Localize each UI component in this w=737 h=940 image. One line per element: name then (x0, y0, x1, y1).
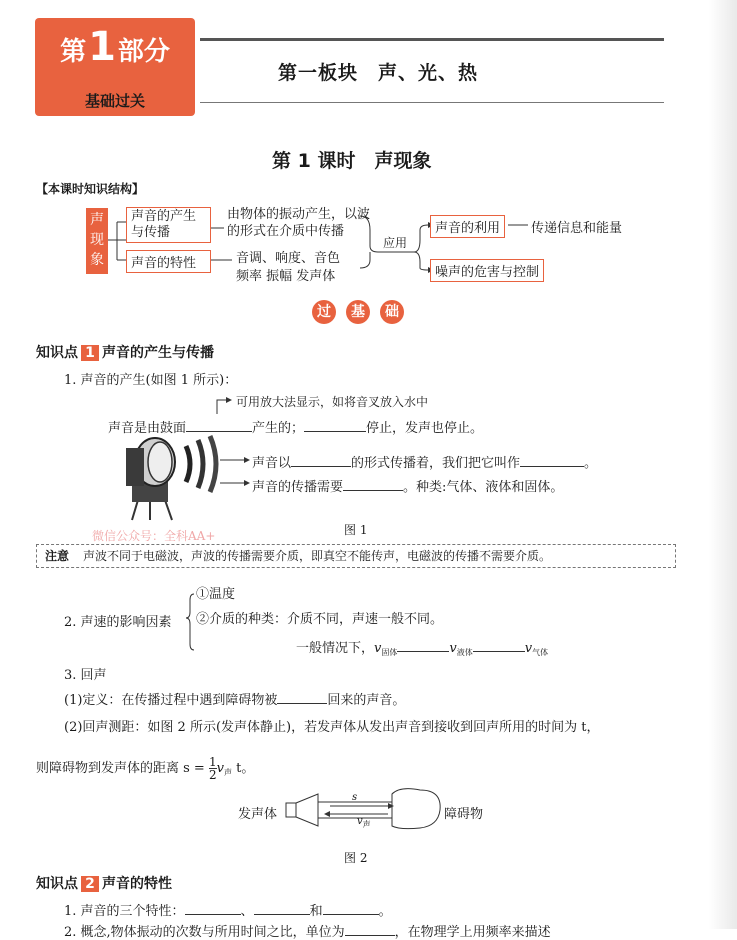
kp1-item2-compare: 一般情况下，$v_{固体}$ $v_{液体}$ $v_{气体}$ (296, 637, 548, 658)
fraction: $\frac{1}{2}$ (208, 755, 217, 782)
blank (397, 637, 449, 652)
section-title: 过 基 础 (312, 300, 414, 324)
blank (186, 417, 252, 432)
fig2-speed-label: $v_声$ (357, 816, 371, 829)
kp1-line-b: 声音以 的形式传播着，我们把它叫作 。 (252, 452, 597, 471)
blank (323, 900, 379, 915)
blank (343, 476, 403, 491)
mindmap-node-use: 声音的利用 (430, 215, 505, 238)
mindmap-node-production-desc: 由物体的振动产生，以波 的形式在介质中传播 (227, 207, 371, 239)
blank (304, 417, 366, 432)
fig2-source-label: 发声体 (238, 807, 278, 822)
blank (520, 452, 584, 467)
mindmap-root: 声 现 象 (86, 208, 108, 274)
mindmap-node-properties-desc: 音调、响度、音色 频率 振幅 发声体 (236, 251, 341, 284)
blank (473, 637, 525, 652)
watermark: 微信公众号：全科AA+ (92, 529, 216, 543)
kp1-heading: 知识点 1 声音的产生与传播 (36, 345, 214, 361)
kp1-item3-definition: (1)定义：在传播过程中遇到障碍物被 回来的声音。 (64, 689, 405, 708)
kp1-item1: 1. 声音的产生(如图 1 所示)： (64, 373, 238, 388)
blank (291, 452, 351, 467)
note-box: 注意 声波不同于电磁波，声波的传播需要介质，即真空不能传声，电磁波的传播不需要介质。 (36, 544, 676, 568)
drum-figure (126, 436, 216, 520)
blank (254, 900, 310, 915)
fig2-obstacle-label: 障碍物 (444, 807, 484, 822)
structure-label: 【本课时知识结构】 (36, 182, 145, 196)
kp1-item2-label: 2. 声速的影响因素 (64, 615, 172, 630)
figure-2-caption: 图 2 (344, 851, 368, 865)
figure-1-caption: 图 1 (344, 523, 368, 537)
kp1-item3-formula: 则障碍物到发声体的距离 s = $\frac{1}{2}$ $v_声$ t。 (36, 755, 255, 782)
kp1-line-a: 声音是由鼓面 产生的； 停止，发声也停止。 (108, 417, 483, 436)
fig2-distance-label: s (352, 792, 358, 803)
kp1-item3: 3. 回声 (64, 668, 107, 683)
part-badge-subtitle: 基础过关 (84, 92, 145, 110)
kp1-item2-temp: ①温度 (196, 587, 236, 602)
kp1-item3-echo: (2)回声测距：如图 2 所示(发声体静止)，若发声体从发出声音到接收到回声所用的时间为 t， (64, 720, 600, 735)
kp1-arrow-note: 可用放大法显示，如将音叉放入水中 (236, 395, 429, 409)
kp1-line-c: 声音的传播需要 。种类:气体、液体和固体。 (252, 476, 563, 495)
mindmap-node-noise: 噪声的危害与控制 (430, 259, 544, 282)
mindmap-apply-label: 应用 (383, 236, 408, 250)
mindmap-node-use-desc: 传递信息和能量 (531, 221, 623, 236)
part-badge-title: 第1部分 (60, 24, 170, 70)
mindmap-node-properties: 声音的特性 (126, 250, 211, 273)
kp2-heading: 知识点 2 声音的特性 (36, 876, 172, 892)
mindmap-node-production: 声音的产生 与传播 (126, 207, 211, 243)
lesson-title: 第 1 课时 声现象 (272, 150, 432, 172)
kp2-item1: 1. 声音的三个特性： 、 和 。 (64, 900, 392, 919)
kp2-item2-partial: 2. 概念,物体振动的次数与所用时间之比，单位为 ，在物理学上用频率来描述 (64, 921, 551, 940)
block-title: 第一板块 声、光、热 (278, 62, 479, 84)
kp1-item2-medium: ②介质的种类：介质不同，声速一般不同。 (196, 612, 444, 627)
blank (185, 900, 241, 915)
blank (277, 689, 327, 704)
